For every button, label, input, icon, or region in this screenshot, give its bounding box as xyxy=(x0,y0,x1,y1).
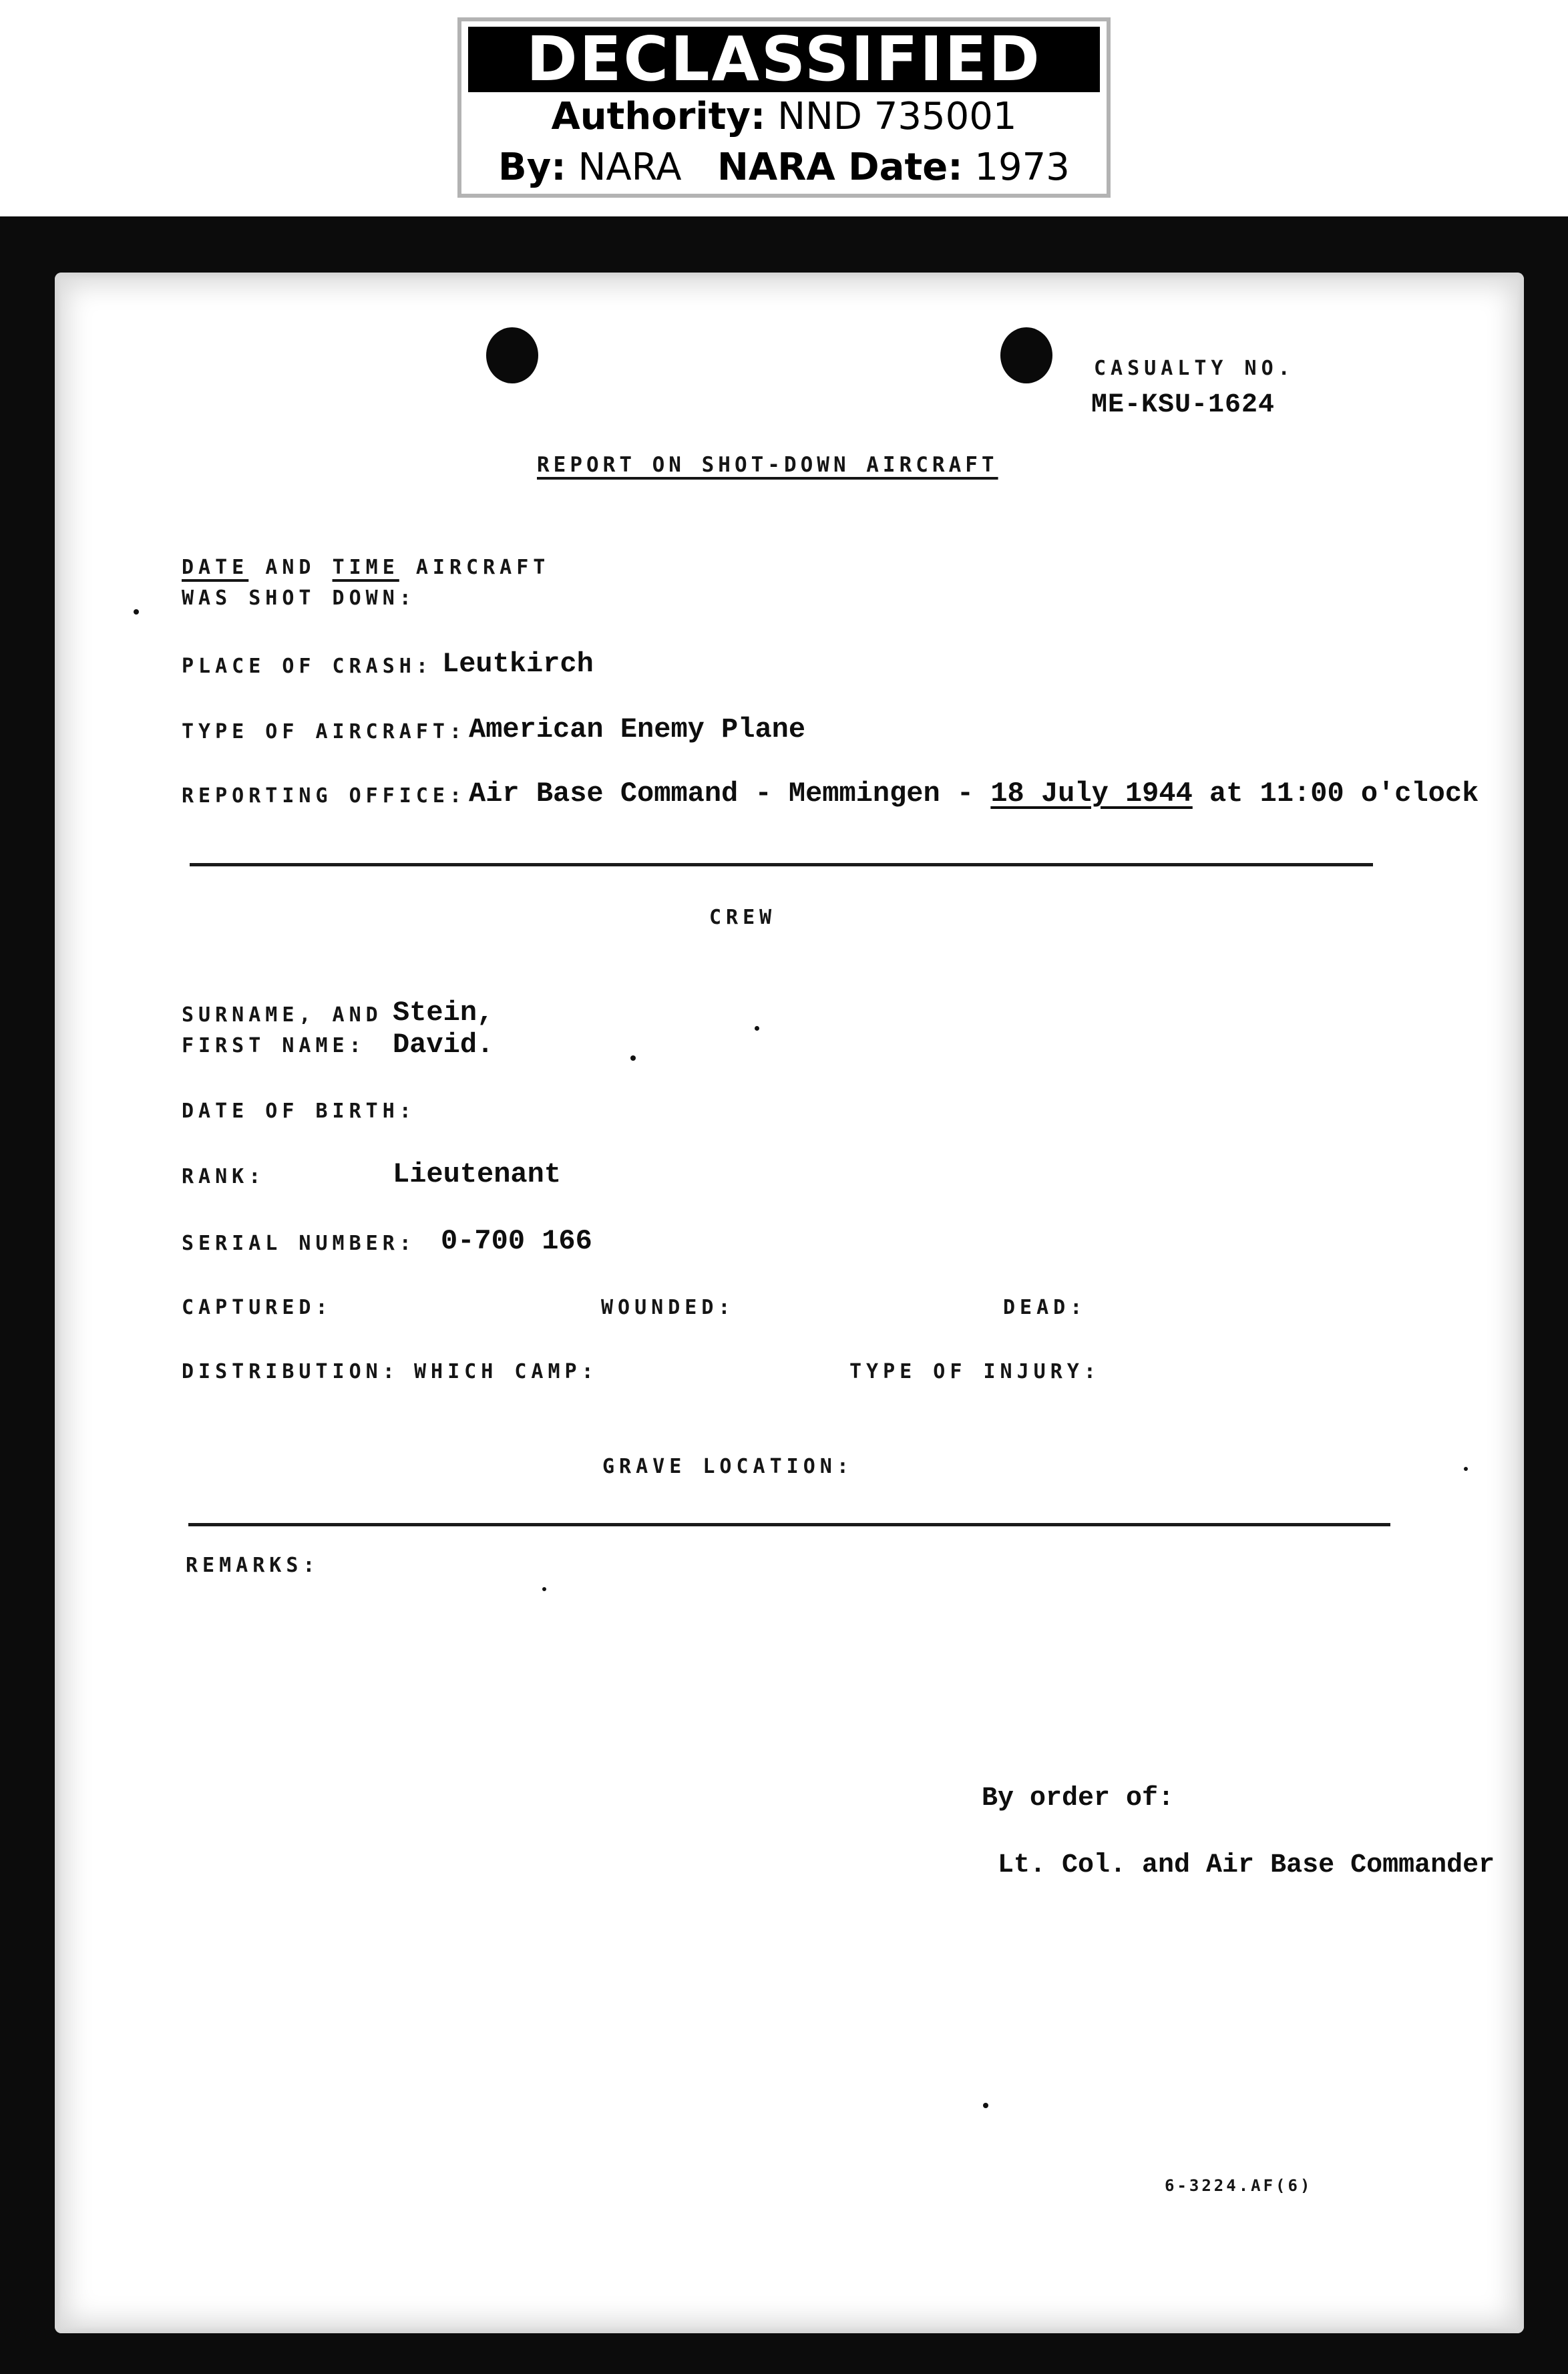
which-camp-label: WHICH CAMP: xyxy=(414,1360,598,1383)
stamp-by-value: NARA xyxy=(578,146,682,189)
first-name-value: David. xyxy=(393,1029,494,1061)
reporting-office-text: Air Base Command - Memmingen - xyxy=(469,778,974,810)
captured-label: CAPTURED: xyxy=(182,1296,333,1319)
time-word: TIME xyxy=(332,556,399,579)
date-of-birth-label: DATE OF BIRTH: xyxy=(182,1099,416,1123)
dead-label: DEAD: xyxy=(1003,1296,1087,1319)
document-page xyxy=(55,273,1524,2333)
surname-value: Stein, xyxy=(393,997,494,1029)
document-title: REPORT ON SHOT-DOWN AIRCRAFT xyxy=(537,453,998,477)
type-of-aircraft-label: TYPE OF AIRCRAFT: xyxy=(182,720,467,743)
by-order-of: By order of: xyxy=(982,1784,1175,1814)
casualty-number-value: ME-KSU-1624 xyxy=(1091,390,1276,420)
aircraft-word: AIRCRAFT xyxy=(415,556,550,579)
stamp-authority-row xyxy=(461,95,1107,139)
type-of-injury-label: TYPE OF INJURY: xyxy=(849,1360,1101,1383)
stamp-authority-label: Authority: xyxy=(551,95,766,138)
place-of-crash-label: PLACE OF CRASH: xyxy=(182,655,433,678)
stamp-authority-value: NND 735001 xyxy=(777,95,1017,138)
declassification-stamp xyxy=(457,17,1111,198)
date-time-label-line1 xyxy=(182,556,550,579)
surname-label-line1: SURNAME, AND xyxy=(182,1003,383,1027)
punch-hole-left xyxy=(486,327,538,383)
stamp-nara-date-label: NARA Date: xyxy=(717,146,963,189)
remarks-label: REMARKS: xyxy=(186,1554,320,1577)
divider-rule-bottom xyxy=(188,1523,1390,1526)
place-of-crash-value: Leutkirch xyxy=(442,648,594,680)
reporting-office-time: at 11:00 o'clock xyxy=(1209,778,1479,810)
and-word: AND xyxy=(265,556,316,579)
reporting-office-date: 18 July 1944 xyxy=(990,778,1193,810)
punch-hole-right xyxy=(1000,327,1052,383)
rank-value: Lieutenant xyxy=(393,1158,562,1190)
form-number: 6-3224.AF(6) xyxy=(1165,2176,1313,2195)
type-of-aircraft-value: American Enemy Plane xyxy=(469,713,806,745)
date-time-label-line2: WAS SHOT DOWN: xyxy=(182,586,416,610)
stamp-by-label: By: xyxy=(498,146,566,189)
crew-heading: CREW xyxy=(709,906,777,929)
reporting-office-label: REPORTING OFFICE: xyxy=(182,784,467,808)
serial-number-value: 0-700 166 xyxy=(441,1225,592,1257)
surname-label-line2: FIRST NAME: xyxy=(182,1034,366,1057)
signatory-title: Lt. Col. and Air Base Commander xyxy=(998,1850,1495,1880)
divider-rule-top xyxy=(190,863,1373,866)
reporting-office-value xyxy=(469,778,1479,810)
scanned-document xyxy=(0,216,1568,2374)
date-word: DATE xyxy=(182,556,249,579)
stamp-by-row xyxy=(461,146,1107,190)
serial-number-label: SERIAL NUMBER: xyxy=(182,1232,416,1255)
grave-location-label: GRAVE LOCATION: xyxy=(602,1455,853,1478)
stamp-nara-date-value: 1973 xyxy=(974,146,1070,189)
distribution-label: DISTRIBUTION: xyxy=(182,1360,399,1383)
wounded-label: WOUNDED: xyxy=(601,1296,735,1319)
rank-label: RANK: xyxy=(182,1165,266,1188)
stamp-title: DECLASSIFIED xyxy=(468,27,1100,92)
casualty-number-label: CASUALTY NO. xyxy=(1094,357,1295,380)
